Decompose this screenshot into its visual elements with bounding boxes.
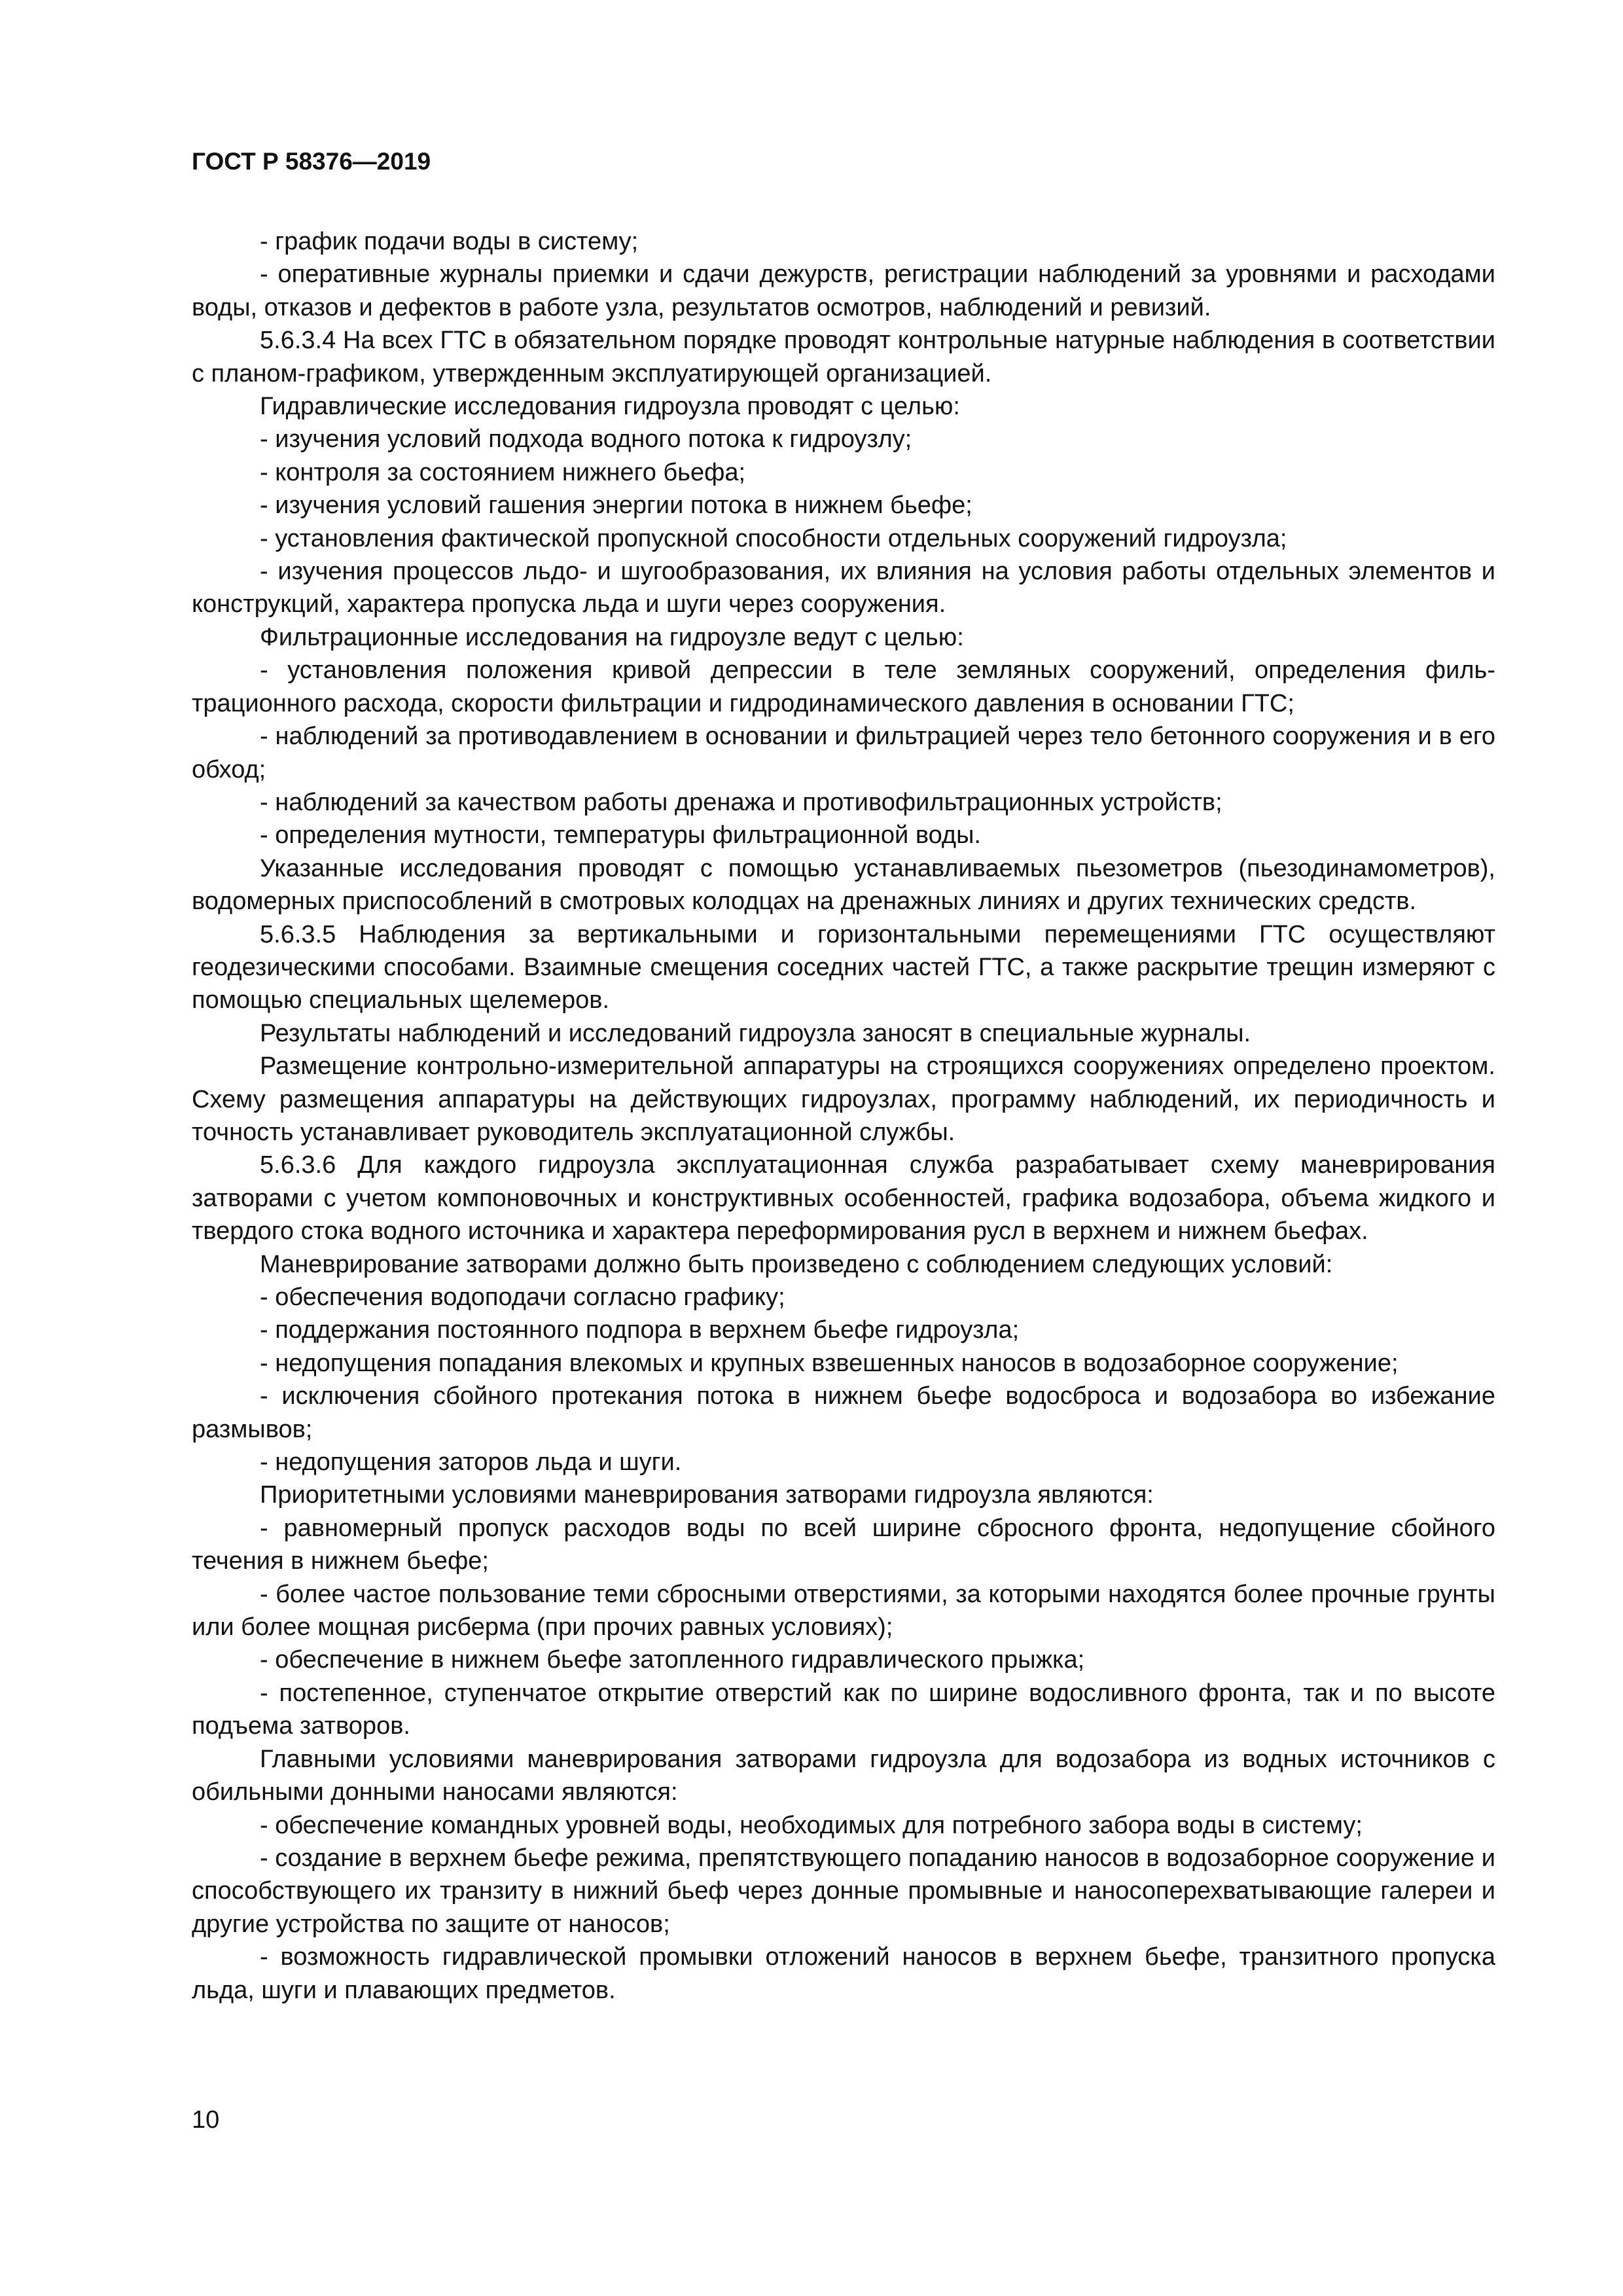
body-paragraph: - определения мутности, температуры фильтрационной воды. [260, 821, 981, 850]
body-paragraph: - недопущения попадания влекомых и крупных взвешенных наносов в водозаборное сооружение; [260, 1349, 1399, 1377]
body-paragraph: Результаты наблюдений и исследований гидроузла заносят в специальные журналы. [260, 1019, 1251, 1047]
body-paragraph: Приоритетными условиями маневрирования затворами гидроузла являются: [260, 1481, 1154, 1509]
body-paragraph: - обеспечение в нижнем бьефе затопленного гидравлического прыжка; [260, 1646, 1085, 1674]
body-paragraph: - обеспечения водоподачи согласно графику; [260, 1283, 785, 1311]
body-paragraph: - установления фактической пропускной способности отдельных сооружений гидроузла; [260, 524, 1287, 552]
body-paragraph: - изучения процессов льдо- и шугообразования, их влияния на условия работы отдельных элементов и конструкций, характера пропуска льда и шуги через сооружения. [192, 558, 1495, 619]
body-paragraph: 5.6.3.6 Для каждого гидроузла эксплуатационная служба разрабатывает схему маневрирования затворами с учетом компоновочных и конструктивных особенностей, графика водозабора, объема жидкого и твердого стока водного источника и характера переформирования русл в верхнем и нижнем бьефах. [192, 1151, 1495, 1246]
body-paragraph: - равномерный пропуск расходов воды по всей ширине сбросного фронта, недопущение сбойного течения в нижнем бьефе; [192, 1514, 1495, 1575]
body-paragraph: 5.6.3.5 Наблюдения за вертикальными и горизонтальными перемещениями ГТС осуществляют геодезическими способами. Взаимные смещения соседних частей ГТС, а также раскрытие трещин измеряют с помощью специальных щелемеров. [192, 920, 1495, 1014]
document-header-code: ГОСТ Р 58376—2019 [192, 148, 431, 175]
body-paragraph: 5.6.3.4 На всех ГТС в обязательном порядке проводят контрольные натурные наблюдения в соответствии с планом-графиком, утвержденным эксплуатирующей организацией. [192, 327, 1495, 387]
body-paragraph: - изучения условий гашения энергии потока в нижнем бьефе; [260, 492, 972, 520]
body-paragraph: - исключения сбойного протекания потока в нижнем бьефе водосброса и водозабора во избежание размывов; [192, 1382, 1495, 1443]
body-paragraph: - возможность гидравлической промывки отложений наносов в верхнем бьефе, транзитного пропуска льда, шуги и плавающих предметов. [192, 1943, 1495, 2004]
body-paragraph: - график подачи воды в систему; [260, 228, 639, 255]
body-paragraph: - постепенное, ступенчатое открытие отверстий как по ширине водосливного фронта, так и по высоте подъема затворов. [192, 1679, 1495, 1740]
body-paragraph: Гидравлические исследования гидроузла проводят с целью: [260, 393, 960, 421]
body-paragraph: - обеспечение командных уровней воды, необходимых для потребного забора воды в систему; [260, 1811, 1363, 1839]
body-paragraph: - изучения условий подхода водного потока к гидроузлу; [260, 425, 912, 454]
body-paragraph: Главными условиями маневрирования затворами гидроузла для водозабора из водных источников с обильными донными наносами являются: [192, 1745, 1495, 1806]
body-paragraph: Указанные исследования проводят с помощью устанавливаемых пьезометров (пьезодинамометров), водомерных приспособлений в смотровых колодцах на дренажных линиях и других технических средств. [192, 854, 1495, 916]
body-paragraph: Маневрирование затворами должно быть произведено с соблюдением следующих условий: [260, 1250, 1333, 1278]
body-paragraph: - поддержания постоянного подпора в верхнем бьефе гидроузла; [260, 1316, 1020, 1344]
document-body [192, 225, 1495, 2007]
body-paragraph: - более частое пользование теми сбросными отверстиями, за которыми находятся более прочные грунты или более мощная рисберма (при прочих равных условиях); [192, 1580, 1495, 1641]
body-paragraph: - создание в верхнем бьефе режима, препятствующего попаданию наносов в водозаборное сооружение и способствующего их транзиту в нижний бьеф через донные промывные и наносоперехватывающие галереи и другие устройства по защите от наносов; [192, 1844, 1495, 1938]
body-paragraph: - недопущения заторов льда и шуги. [260, 1448, 682, 1477]
page-number: 10 [192, 2106, 220, 2134]
body-paragraph: - наблюдений за противодавлением в основании и фильтрацией через тело бетонного сооружения и в его обход; [192, 723, 1495, 783]
body-paragraph: - наблюдений за качеством работы дренажа и противофильтрационных устройств; [260, 788, 1222, 816]
body-paragraph: - установления положения кривой депрессии в теле земляных сооружений, определения фильтрационного расхода, скорости фильтрации и гидродинамического давления в основании ГТС; [192, 656, 1495, 717]
body-paragraph: - оперативные журналы приемки и сдачи дежурств, регистрации наблюдений за уровнями и расходами воды, отказов и дефектов в работе узла, результатов осмотров, наблюдений и ревизий. [192, 260, 1495, 321]
body-paragraph: - контроля за состоянием нижнего бьефа; [260, 458, 746, 486]
body-paragraph: Размещение контрольно-измерительной аппаратуры на строящихся сооружениях определено проектом. Схему размещения аппаратуры на действующих гидроузлах, программу наблюдений, их периодичность и точность устанавливает руководитель эксплуатационной службы. [192, 1052, 1495, 1146]
body-paragraph: Фильтрационные исследования на гидроузле ведут с целью: [260, 623, 964, 651]
